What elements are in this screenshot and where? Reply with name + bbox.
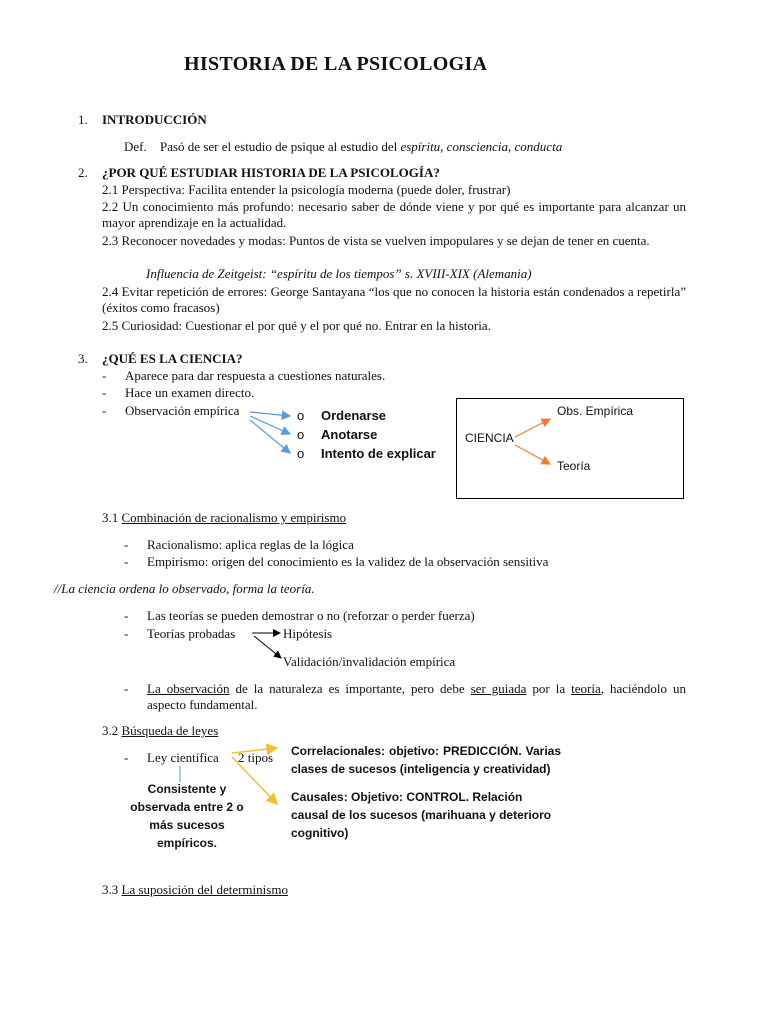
observacion-text: , haciéndolo un aspecto fundamental. <box>147 681 686 712</box>
observacion-blue-arrows <box>250 412 290 453</box>
sub-bullet-marker: o <box>297 408 305 423</box>
guiada-underlined: ser guiada <box>470 681 527 696</box>
teorias-black-arrows <box>252 633 281 658</box>
arrow-to-obs-empirica <box>515 419 550 437</box>
sub-item-anotarse: Anotarse <box>321 427 378 442</box>
section-3-1-number: 3.1 <box>102 510 119 525</box>
paragraph-2-1: 2.1 Perspectiva: Facilita entender la psicología moderna (puede doler, frustrar) <box>102 182 511 197</box>
paragraph-2-3: 2.3 Reconocer novedades y modas: Puntos de vista se vuelven impopulares y se dejan de tener en cuenta. <box>102 233 650 248</box>
bullet-dash: - <box>124 537 129 552</box>
empirismo-item: Empirismo: origen del conocimiento es la validez de la observación sensitiva <box>147 554 549 569</box>
observacion-underlined: La observación <box>147 681 230 696</box>
sub-bullet-marker: o <box>297 427 305 442</box>
observacion-text: de la naturaleza es importante, pero debe <box>229 681 471 696</box>
leyes-yellow-arrows <box>232 748 277 804</box>
sub-bullet-marker: o <box>297 446 305 461</box>
bullet-dash: - <box>124 681 129 696</box>
ciencia-orange-arrows <box>515 419 550 464</box>
arrow-to-causales <box>232 757 277 804</box>
bullet-dash: - <box>124 750 129 765</box>
paragraph-2-2: 2.2 Un conocimiento más profundo: necesario saber de dónde viene y por qué es importante para alcanzar un mayor aprendizaje en la actualidad. <box>102 199 686 230</box>
section-3-1-title: Combinación de racionalismo y empirismo <box>121 510 347 525</box>
sub-item-ordenarse: Ordenarse <box>321 408 387 423</box>
bullet-dash: - <box>102 403 107 418</box>
bullet-dash: - <box>124 626 129 641</box>
bullet-item: Hace un examen directo. <box>125 385 255 400</box>
observacion-text: por la <box>526 681 572 696</box>
section-3-2-title: Búsqueda de leyes <box>121 723 219 738</box>
section-1-heading: INTRODUCCIÓN <box>102 112 207 127</box>
ciencia-label: CIENCIA <box>465 431 514 445</box>
section-3-number: 3. <box>78 351 88 366</box>
bullet-dash: - <box>102 385 107 400</box>
consistente-text: Consistente y observada entre 2 o más sucesos empíricos. <box>130 782 244 850</box>
ley-cientifica-label: Ley científica <box>147 750 219 765</box>
section-3-3-title: La suposición del determinismo <box>121 882 288 897</box>
arrow-to-teoria <box>515 445 550 464</box>
validacion-label: Validación/invalidación empírica <box>283 654 456 669</box>
obs-empirica-label: Obs. Empírica <box>557 404 634 418</box>
arrow-to-validacion <box>254 636 281 658</box>
teorias-item: Las teorías se pueden demostrar o no (reforzar o perder fuerza) <box>147 608 475 623</box>
ciencia-note: //La ciencia ordena lo observado, forma la teoría. <box>54 581 315 596</box>
teoria-underlined: teoría <box>571 681 601 696</box>
arrow-to-ordenarse <box>250 412 290 416</box>
causales-content: Causales: Objetivo: CONTROL. Relación causal de los sucesos (marihuana y deterioro cognitivo) <box>291 790 552 840</box>
sub-item-intento: Intento de explicar <box>321 446 436 461</box>
definition-italic: espíritu, consciencia, conducta <box>400 139 563 154</box>
bullet-item: Observación empírica <box>125 403 240 418</box>
zeitgeist-note: Influencia de Zeitgeist: “espíritu de los tiempos” s. XVIII-XIX (Alemania) <box>146 266 532 281</box>
section-2-heading: ¿POR QUÉ ESTUDIAR HISTORIA DE LA PSICOLOGÍA? <box>102 165 440 180</box>
hipotesis-label: Hipótesis <box>283 626 333 641</box>
page-title: HISTORIA DE LA PSICOLOGIA <box>184 53 488 75</box>
dos-tipos-label: 2 tipos <box>238 750 274 765</box>
bullet-dash: - <box>124 554 129 569</box>
section-3-2-number: 3.2 <box>102 723 119 738</box>
racionalismo-item: Racionalismo: aplica reglas de la lógica <box>147 537 354 552</box>
section-1-number: 1. <box>78 112 88 127</box>
bullet-dash: - <box>102 368 107 383</box>
bullet-item: Aparece para dar respuesta a cuestiones naturales. <box>125 368 386 383</box>
section-2-number: 2. <box>78 165 88 180</box>
section-3-heading: ¿QUÉ ES LA CIENCIA? <box>102 351 243 366</box>
paragraph-2-4: 2.4 Evitar repetición de errores: George Santayana “los que no conocen la historia están condenados a repetirla” (éxitos como fracasos) <box>102 284 686 315</box>
definition-label: Def. <box>124 139 147 154</box>
section-3-3-number: 3.3 <box>102 882 119 897</box>
definition-text: Pasó de ser el estudio de psique al estudio del <box>160 139 398 154</box>
bullet-dash: - <box>124 608 129 623</box>
teoria-label: Teoría <box>557 459 591 473</box>
paragraph-2-5: 2.5 Curiosidad: Cuestionar el por qué y el por qué no. Entrar en la historia. <box>102 318 491 333</box>
arrow-to-correlacionales <box>232 748 277 753</box>
teorias-probadas-label: Teorías probadas <box>147 626 236 641</box>
correlacionales-content: Correlacionales: objetivo: PREDICCIÓN. Varias clases de sucesos (inteligencia y creatividad) <box>291 744 561 776</box>
